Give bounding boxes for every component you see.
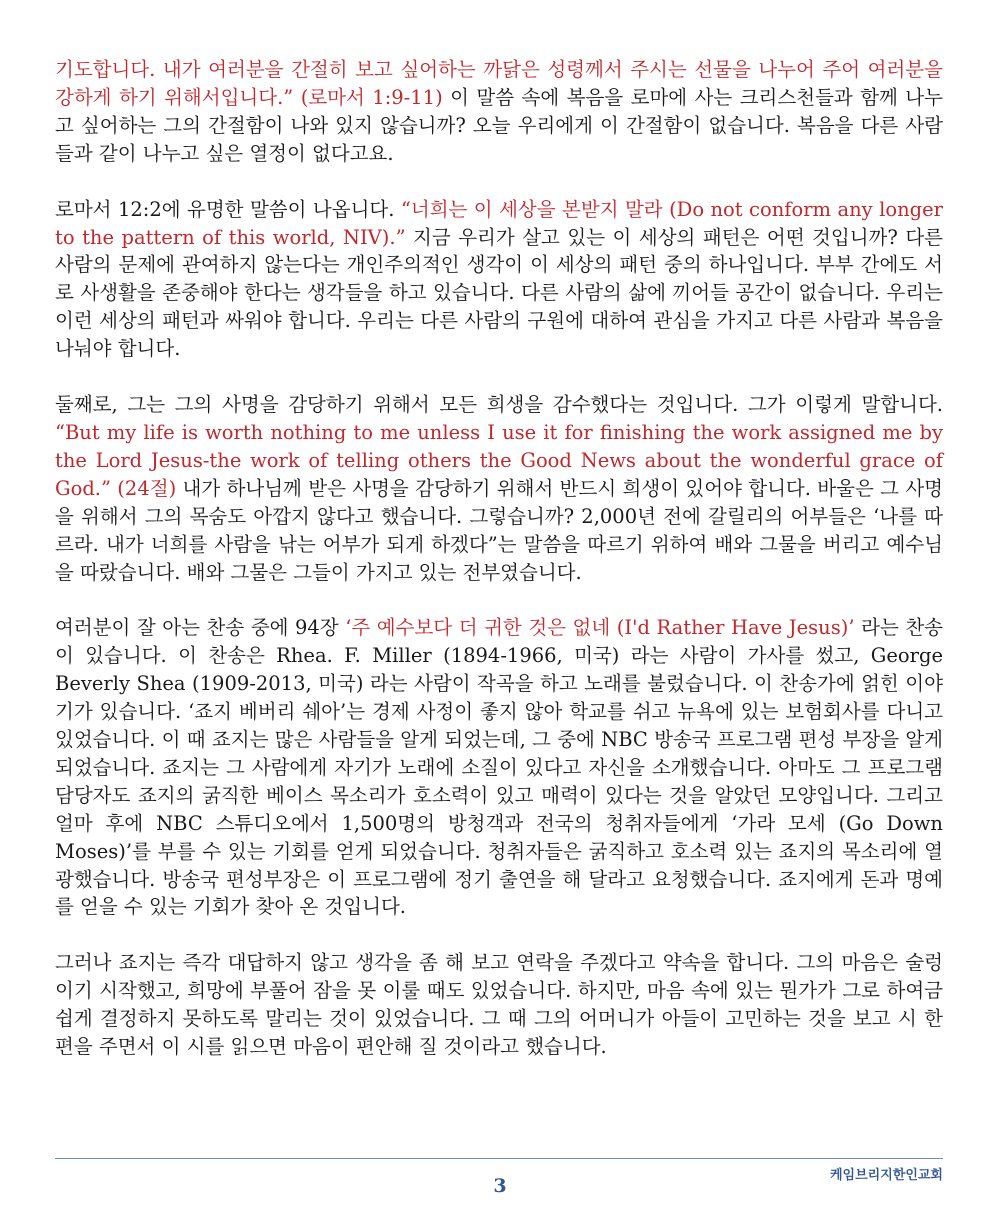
body-text: 둘째로, 그는 그의 사명을 감당하기 위해서 모든 희생을 감수했다는 것입니다. 그가 이렇게 말합니다. xyxy=(55,393,943,417)
scripture-quote: “But my life is worth nothing to me unless I use it for finishing the work assigned me by the Lord Jesus-the work of telling others the Good News about the wonderful grace of God.” (24절) xyxy=(55,420,943,500)
body-text: 이 말씀 속에 복음을 로마에 사는 크리스천들과 함께 나누고 싶어하는 그의 간절함이 나와 있지 않습니까? 오늘 우리에게 이 간절함이 없습니다. 복음을 다른 사람들과 같이 나누고 싶은 열정이 없다고요. xyxy=(55,85,943,165)
paragraph-3 xyxy=(55,391,943,586)
hymn-title: ‘주 예수보다 더 귀한 것은 없네 (I'd Rather Have Jesus)’ xyxy=(345,616,855,640)
body-text: 여러분이 잘 아는 찬송 중에 94장 xyxy=(55,616,346,640)
church-name: 케임브리지한인교회 xyxy=(829,1168,943,1183)
body-text: 그러나 죠지는 즉각 대답하지 않고 생각을 좀 해 보고 연락을 주겠다고 약속을 합니다. 그의 마음은 술렁이기 시작했고, 희망에 부풀어 잠을 못 이룰 때도 있었습니다. 하지만, 마음 속에 있는 뭔가가 그로 하여금 쉽게 결정하지 못하도록 말리는 것이 있었습니다. 그 때 그의 어머니가 아들이 고민하는 것을 보고 시 한 편을 주면서 이 시를 읽으면 마음이 편안해 질 것이라고 했습니다. xyxy=(55,951,943,1059)
paragraph-5 xyxy=(55,949,943,1061)
body-text: 지금 우리가 살고 있는 이 세상의 패턴은 어떤 것입니까? 다른 사람의 문제에 관여하지 않는다는 개인주의적인 생각이 이 세상의 패턴 중의 하나입니다. 부부 간에도 서로 사생활을 존중해야 한다는 생각들을 하고 있습니다. 다른 사람의 삶에 끼어들 공간이 없습니다. 우리는 이런 세상의 패턴과 싸워야 합니다. 우리는 다른 사람의 구원에 대하여 관심을 가지고 다른 사람과 복음을 나눠야 합니다. xyxy=(55,225,943,361)
document-body xyxy=(55,56,943,1089)
paragraph-4 xyxy=(55,614,943,921)
body-text: 로마서 12:2에 유명한 말씀이 나옵니다. xyxy=(55,197,401,221)
paragraph-2 xyxy=(55,196,943,363)
page-number: 3 xyxy=(493,1175,507,1197)
footer-divider xyxy=(55,1158,943,1159)
paragraph-1 xyxy=(55,56,943,168)
scripture-quote: “너희는 이 세상을 본받지 말라 (Do not conform any longer to the pattern of this world, NIV).” xyxy=(55,197,943,249)
body-text: 라는 찬송이 있습니다. 이 찬송은 Rhea. F. Miller (1894-1966, 미국) 라는 사람이 가사를 썼고, George Beverly Shea (1909-2013, 미국) 라는 사람이 작곡을 하고 노래를 불렀습니다. 이 찬송가에 얽힌 이야기가 있습니다. ‘죠지 베버리 쉐아’는 경제 사정이 좋지 않아 학교를 쉬고 뉴욕에 있는 보험회사를 다니고 있었습니다. 이 때 죠지는 많은 사람들을 알게 되었는데, 그 중에 NBC 방송국 프로그램 편성 부장을 알게 되었습니다. 죠지는 그 사람에게 자기가 노래에 소질이 있다고 자신을 소개했습니다. 아마도 그 프로그램 담당자도 죠지의 굵직한 베이스 목소리가 호소력이 있고 매력이 있다는 것을 알았던 모양입니다. 그리고 얼마 후에 NBC 스튜디오에서 1,500명의 방청객과 전국의 청취자들에게 ‘가라 모세 (Go Down Moses)’를 부를 수 있는 기회를 얻게 되었습니다. 청취자들은 굵직하고 호소력 있는 죠지의 목소리에 열광했습니다. 방송국 편성부장은 이 프로그램에 정기 출연을 해 달라고 요청했습니다. 죠지에게 돈과 명예를 얻을 수 있는 기회가 찾아 온 것입니다. xyxy=(55,616,944,919)
body-text: 내가 하나님께 받은 사명을 감당하기 위해서 반드시 희생이 있어야 합니다. 바울은 그 사명을 위해서 그의 목숨도 아깝지 않다고 했습니다. 그렇습니까? 2,000년 전에 갈릴리의 어부들은 ‘나를 따르라. 내가 너희를 사람을 낚는 어부가 되게 하겠다”는 말씀을 따르기 위하여 배와 그물을 버리고 예수님을 따랐습니다. 배와 그물은 그들이 가지고 있는 전부였습니다. xyxy=(55,476,943,584)
scripture-quote: 기도합니다. 내가 여러분을 간절히 보고 싶어하는 까닭은 성령께서 주시는 선물을 나누어 주어 여러분을 강하게 하기 위해서입니다.” (로마서 1:9-11) xyxy=(55,58,943,109)
